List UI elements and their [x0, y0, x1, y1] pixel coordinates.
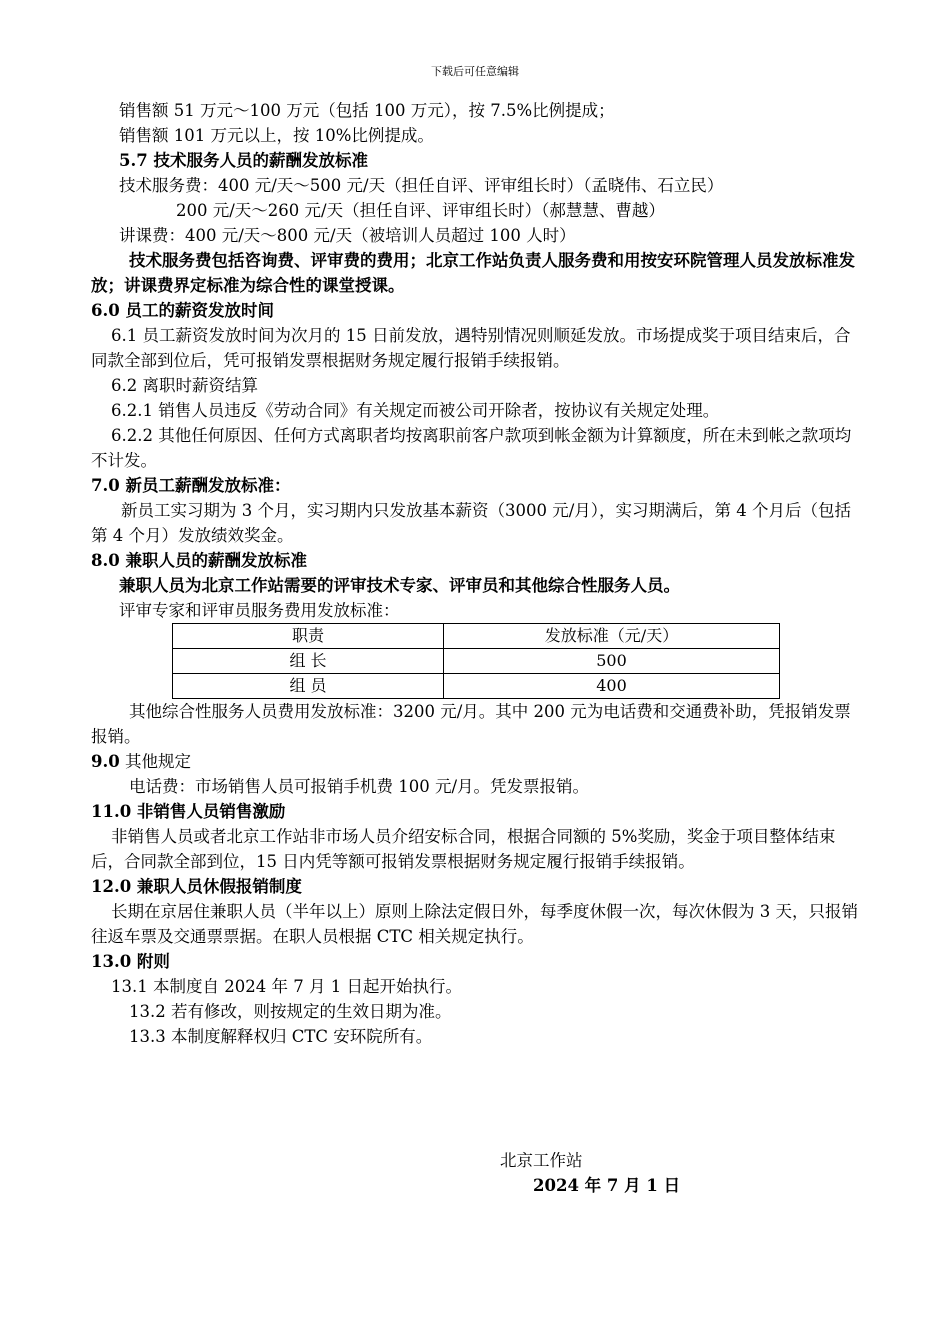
- table-cell: 组 员: [173, 674, 444, 699]
- bold-paragraph: 技术服务费包括咨询费、评审费的费用；北京工作站负责人服务费和用按安环院管理人员发放标准发放；讲课费界定标准为综合性的课堂授课。: [91, 251, 855, 295]
- document-body: [91, 98, 859, 1049]
- paragraph: 6.2.1 销售人员违反《劳动合同》有关规定而被公司开除者，按协议有关规定处理。: [111, 401, 720, 420]
- section-title: 其他规定: [119, 752, 191, 771]
- paragraph: 讲课费：400 元/天～800 元/天（被培训人员超过 100 人时）: [119, 226, 576, 245]
- paragraph: 长期在京居住兼职人员（半年以上）原则上除法定假日外，每季度休假一次，每次休假为 3 天，只报销往返车票及交通票票据。在职人员根据 CTC 相关规定执行。: [91, 902, 858, 946]
- standard-table: [172, 623, 780, 699]
- table-header-row: [173, 624, 780, 649]
- section-heading-8-0: 8.0 兼职人员的薪酬发放标准: [91, 551, 307, 570]
- paragraph: 13.1 本制度自 2024 年 7 月 1 日起开始执行。: [111, 977, 462, 996]
- signature-date: 2024 年 7 月 1 日: [533, 1176, 681, 1195]
- paragraph: 6.2.2 其他任何原因、任何方式离职者均按离职前客户款项到帐金额为计算额度，所在未到帐之款项均不计发。: [91, 426, 852, 470]
- paragraph: 技术服务费：400 元/天～500 元/天（担任自评、评审组长时）（孟晓伟、石立民）: [119, 176, 724, 195]
- paragraph: 新员工实习期为 3 个月，实习期内只发放基本薪资（3000 元/月），实习期满后，第 4 个月后（包括第 4 个月）发放绩效奖金。: [91, 501, 852, 545]
- signature-organization: 北京工作站: [500, 1151, 583, 1170]
- section-heading-7-0: 7.0 新员工薪酬发放标准：: [91, 476, 291, 495]
- paragraph: 评审专家和评审员服务费用发放标准：: [119, 601, 400, 620]
- paragraph: 6.2 离职时薪资结算: [111, 376, 258, 395]
- table-row: [173, 649, 780, 674]
- section-heading-11-0: 11.0 非销售人员销售激励: [91, 802, 286, 821]
- section-heading-6-0: 6.0 员工的薪资发放时间: [91, 301, 274, 320]
- table-row: [173, 674, 780, 699]
- table-header-cell: 发放标准（元/天）: [444, 624, 780, 649]
- paragraph: 6.1 员工薪资发放时间为次月的 15 日前发放，遇特别情况则顺延发放。市场提成奖于项目结束后，合同款全部到位后，凭可报销发票根据财务规定履行报销手续报销。: [91, 326, 851, 370]
- section-heading-9-0: [91, 749, 859, 774]
- page-header: 下载后可任意编辑: [431, 65, 519, 78]
- paragraph: 销售额 101 万元以上，按 10%比例提成。: [119, 126, 434, 145]
- section-heading-13-0: 13.0 附则: [91, 952, 170, 971]
- paragraph: 销售额 51 万元～100 万元（包括 100 万元），按 7.5%比例提成；: [119, 101, 615, 120]
- section-heading-5-7: 5.7 技术服务人员的薪酬发放标准: [119, 151, 368, 170]
- table-cell: 400: [444, 674, 780, 699]
- paragraph: 非销售人员或者北京工作站非市场人员介绍安标合同，根据合同额的 5%奖励，奖金于项目整体结束后，合同款全部到位，15 日内凭等额可报销发票根据财务规定履行报销手续报销。: [91, 827, 836, 871]
- paragraph: 13.3 本制度解释权归 CTC 安环院所有。: [129, 1027, 433, 1046]
- bold-paragraph: 兼职人员为北京工作站需要的评审技术专家、评审员和其他综合性服务人员。: [119, 576, 680, 595]
- paragraph: 其他综合性服务人员费用发放标准：3200 元/月。其中 200 元为电话费和交通费补助，凭报销发票报销。: [91, 702, 851, 746]
- paragraph: 13.2 若有修改，则按规定的生效日期为准。: [129, 1002, 452, 1021]
- table-header-cell: 职责: [173, 624, 444, 649]
- table-cell: 500: [444, 649, 780, 674]
- section-heading-12-0: 12.0 兼职人员休假报销制度: [91, 877, 302, 896]
- paragraph: 200 元/天～260 元/天（担任自评、评审组长时）（郝慧慧、曹越）: [176, 201, 665, 220]
- paragraph: 电话费：市场销售人员可报销手机费 100 元/月。凭发票报销。: [129, 777, 590, 796]
- section-number: 9.0: [91, 752, 120, 771]
- table-cell: 组 长: [173, 649, 444, 674]
